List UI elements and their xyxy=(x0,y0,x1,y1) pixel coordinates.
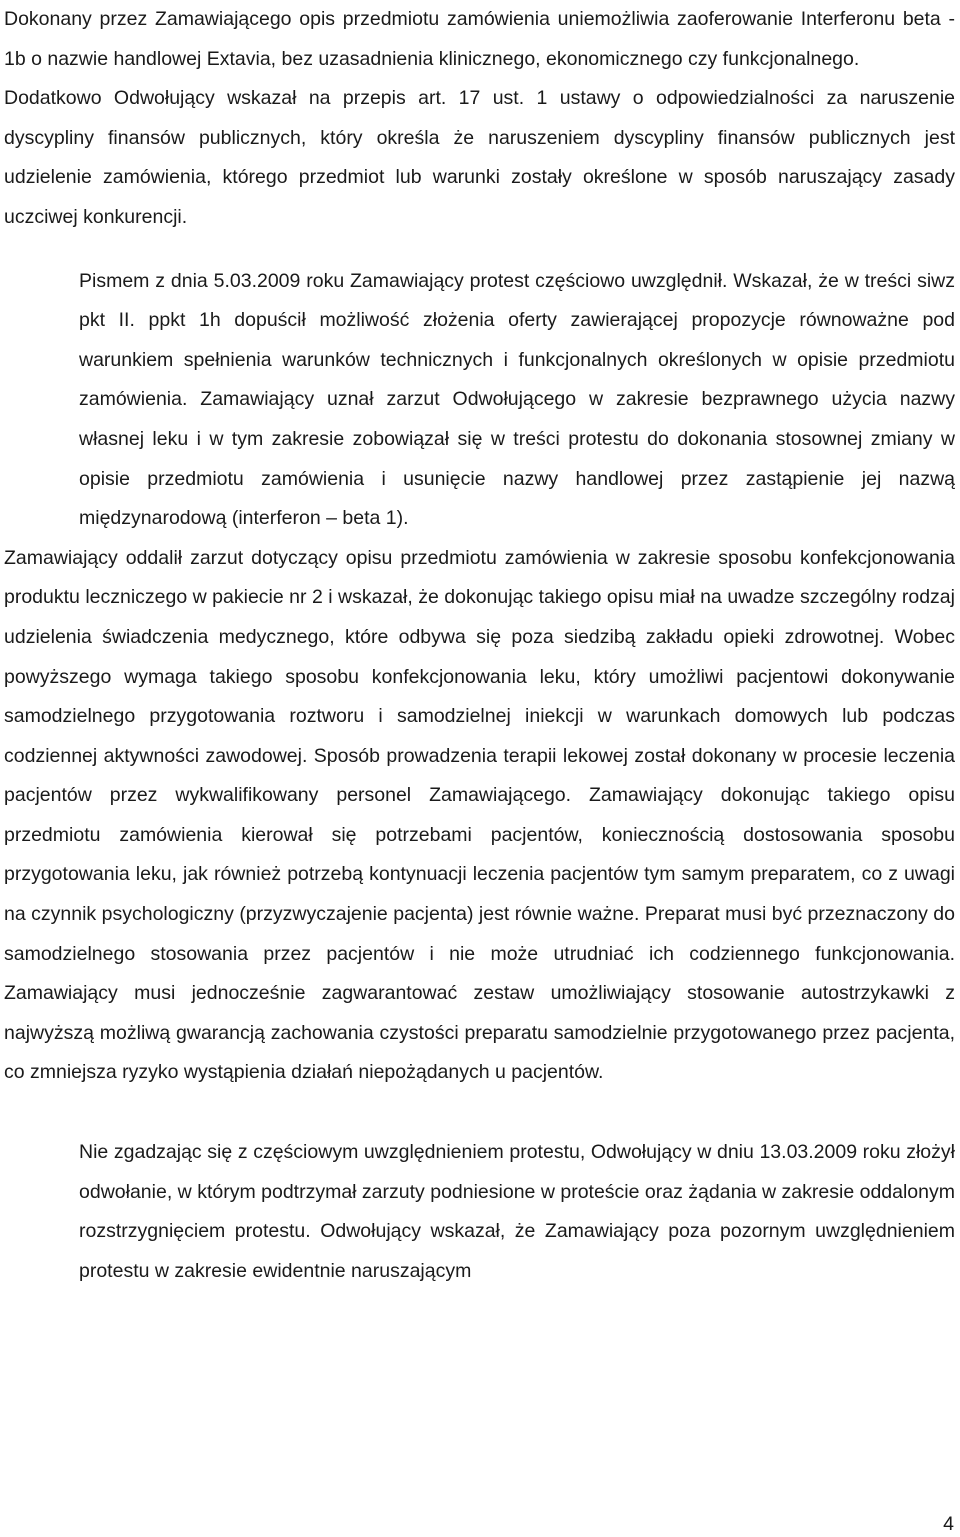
paragraph-2: Dodatkowo Odwołujący wskazał na przepis art. 17 ust. 1 ustawy o odpowiedzialności za naruszenie dyscypliny finansów publicznych, który określa że naruszeniem dyscypliny finansów publicznych jest udzielenie zamówienia, którego przedmiot lub warunki zostały określone w sposób naruszający zasady uczciwej konkurencji. xyxy=(4,87,955,228)
paragraph-5: Nie zgadzając się z częściowym uwzględnieniem protestu, Odwołujący w dniu 13.03.2009 roku złożył odwołanie, w którym podtrzymał zarzuty podniesione w proteście oraz żądania w zakresie oddalonym rozstrzygnięciem protestu. Odwołujący wskazał, że Zamawiający poza pozornym uwzględnieniem protestu w zakresie ewidentnie naruszającym xyxy=(79,1141,955,1282)
paragraph-3: Pismem z dnia 5.03.2009 roku Zamawiający protest częściowo uwzględnił. Wskazał, że w treści siwz pkt II. ppkt 1h dopuścił możliwość złożenia oferty zawierającej propozycje równoważne pod warunkiem spełnienia warunków technicznych i funkcjonalnych określonych w opisie przedmiotu zamówienia. Zamawiający uznał zarzut Odwołującego w zakresie bezprawnego użycia nazwy własnej leku i w tym zakresie zobowiązał się w treści protestu do dokonania stosownej zmiany w opisie przedmiotu zamówienia i usunięcie nazwy handlowej przez zastąpienie jej nazwą międzynarodową (interferon – beta 1). xyxy=(79,269,955,530)
paragraph-1: Dokonany przez Zamawiającego opis przedmiotu zamówienia uniemożliwia zaoferowanie Interferonu beta - 1b o nazwie handlowej Extavia, bez uzasadnienia klinicznego, ekonomicznego czy funkcjonalnego. xyxy=(4,8,955,70)
page-number: 4 xyxy=(943,1513,954,1535)
document-page xyxy=(4,0,955,1291)
paragraph-4: Zamawiający oddalił zarzut dotyczący opisu przedmiotu zamówienia w zakresie sposobu konfekcjonowania produktu leczniczego w pakiecie nr 2 i wskazał, że dokonując takiego opisu miał na uwadze szczególny rodzaj udzielenia świadczenia medycznego, które odbywa się poza siedzibą zakładu opieki zdrowotnej. Wobec powyższego wymaga takiego sposobu konfekcjonowania leku, który umożliwi pacjentowi dokonywanie samodzielnego przygotowania roztworu i samodzielnej iniekcji w warunkach domowych lub podczas codziennej aktywności zawodowej. Sposób prowadzenia terapii lekowej został dokonany w procesie leczenia pacjentów przez wykwalifikowany personel Zamawiającego. Zamawiający dokonując takiego opisu przedmiotu zamówienia kierował się potrzebami pacjentów, koniecznością dostosowania sposobu przygotowania leku, jak również potrzebą kontynuacji leczenia pacjentów tym samym preparatem, co z uwagi na czynnik psychologiczny (przyzwyczajenie pacjenta) jest równie ważne. Preparat musi być przeznaczony do samodzielnego stosowania przez pacjentów i nie może utrudniać ich codziennego funkcjonowania. Zamawiający musi jednocześnie zagwarantować zestaw umożliwiający stosowanie autostrzykawki z najwyższą możliwą gwarancją zachowania czystości preparatu samodzielnie przygotowanego przez pacjenta, co zmniejsza ryzyko wystąpienia działań niepożądanych u pacjentów. xyxy=(4,546,955,1084)
